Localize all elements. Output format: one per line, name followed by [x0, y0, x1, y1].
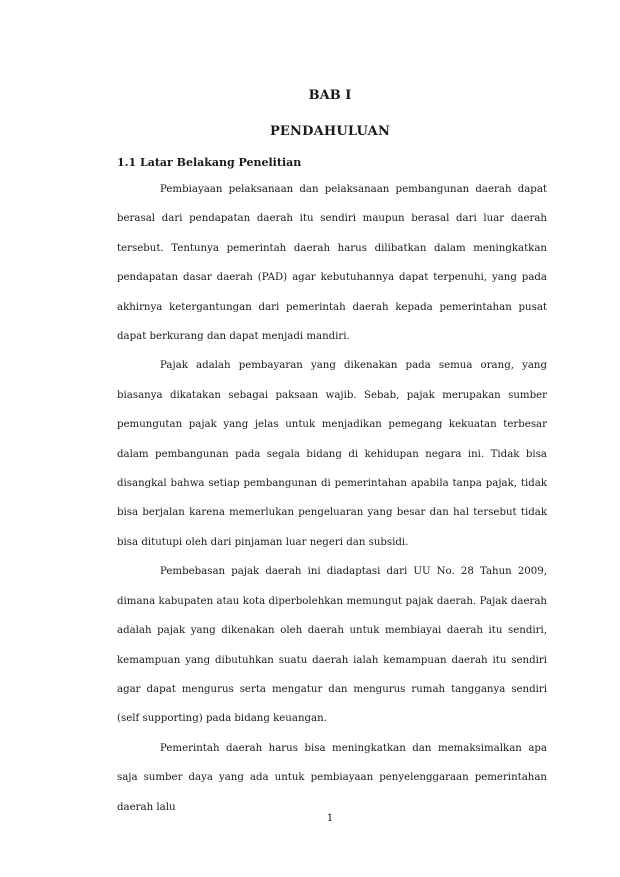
paragraph-3: Pembebasan pajak daerah ini diadaptasi dari UU No. 28 Tahun 2009, dimana kabupaten atau kota diperbolehkan memungut pajak daerah. Pajak daerah adalah pajak yang dikenakan oleh daerah untuk membiayai daerah itu sendiri, kemampuan yang dibutuhkan suatu daerah ialah kemampuan daerah itu sendiri agar dapat mengurus serta mengatur dan mengurus rumah tangganya sendiri (self supporting) pada bidang keuangan. [117, 566, 547, 725]
body-text [117, 175, 547, 822]
paragraph-1: Pembiayaan pelaksanaan dan pelaksanaan pembangunan daerah dapat berasal dari pendapatan daerah itu sendiri maupun berasal dari luar daerah tersebut. Tentunya pemerintah daerah harus dilibatkan dalam meningkatkan pendapatan dasar daerah (PAD) agar kebutuhannya dapat terpenuhi, yang pada akhirnya ketergantungan dari pemerintah daerah kepada pemerintahan pusat dapat berkurang dan dapat menjadi mandiri. [117, 184, 547, 343]
paragraph-4: Pemerintah daerah harus bisa meningkatkan dan memaksimalkan apa saja sumber daya yang ada untuk pembiayaan penyelenggaraan pemerintahan daerah lalu [117, 742, 547, 813]
paragraph-2: Pajak adalah pembayaran yang dikenakan pada semua orang, yang biasanya dikatakan sebagai paksaan wajib. Sebab, pajak merupakan sumber pemungutan pajak yang jelas untuk menjadikan pemegang kekuatan terbesar dalam pembangunan pada segala bidang di kehidupan negara ini. Tidak bisa disangkal bahwa setiap pembangunan di pemerintahan apabila tanpa pajak, tidak bisa berjalan karena memerlukan pengeluaran yang besar dan hal tersebut tidak bisa ditutupi oleh dari pinjaman luar negeri dan subsidi. [117, 360, 547, 548]
page-number: 1 [326, 813, 334, 824]
chapter-title: PENDAHULUAN [269, 124, 391, 139]
section-heading: 1.1 Latar Belakang Penelitian [117, 156, 302, 169]
chapter-number: BAB I [308, 88, 352, 103]
